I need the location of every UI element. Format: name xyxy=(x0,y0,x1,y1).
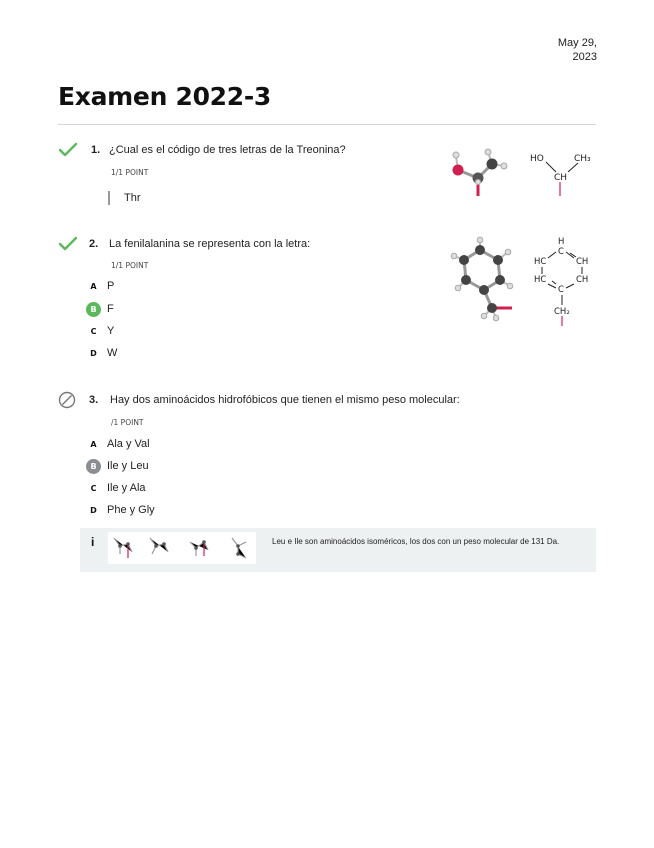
option-letter-badge: D xyxy=(86,503,101,518)
question-1-answer: Thr xyxy=(108,191,141,205)
c-bottom-label: C xyxy=(558,285,564,295)
question-2-points: 1/1 POINT xyxy=(111,261,149,270)
question-2-option-a[interactable] xyxy=(86,278,114,294)
question-1-points: 1/1 POINT xyxy=(111,168,149,177)
check-icon xyxy=(58,236,78,252)
question-1-text: ¿Cual es el código de tres letras de la Treonina? xyxy=(109,144,346,156)
option-label: Ile y Leu xyxy=(107,460,149,472)
ch-label: CH xyxy=(554,173,568,183)
question-2-text: La fenilalanina se representa con la letra: xyxy=(109,238,311,250)
threonine-ball-model-image xyxy=(444,146,518,202)
date xyxy=(537,36,597,64)
question-3-text: Hay dos aminoácidos hidrofóbicos que tienen el mismo peso molecular: xyxy=(110,394,460,406)
question-3-number: 3. xyxy=(89,394,99,406)
ch-lower-label: CH xyxy=(576,275,589,285)
c-top-label: C xyxy=(558,247,564,257)
threonine-structure-diagram xyxy=(526,148,596,198)
question-3-option-b[interactable] xyxy=(86,458,149,474)
divider xyxy=(58,124,596,125)
question-3-points: /1 POINT xyxy=(111,418,144,427)
option-letter-badge: B xyxy=(86,459,101,474)
question-2-number: 2. xyxy=(89,238,99,250)
option-letter-badge: C xyxy=(86,324,101,339)
feedback-box xyxy=(80,528,596,572)
check-icon xyxy=(58,142,78,158)
not-graded-icon xyxy=(58,391,76,409)
option-letter-badge: A xyxy=(86,279,101,294)
option-letter-badge: C xyxy=(86,481,101,496)
question-2-option-d[interactable] xyxy=(86,345,117,361)
option-label: F xyxy=(107,303,114,315)
option-label: Phe y Gly xyxy=(107,504,155,516)
ch3-label: CH₃ xyxy=(574,154,591,164)
question-2-option-b[interactable] xyxy=(86,301,114,317)
phenylalanine-structure-diagram xyxy=(528,234,594,330)
date-line-2: 2023 xyxy=(572,51,597,63)
question-3-option-d[interactable] xyxy=(86,502,155,518)
option-letter-badge: D xyxy=(86,346,101,361)
ch2-label: CH₂ xyxy=(554,307,570,317)
option-label: Ile y Ala xyxy=(107,482,146,494)
phenylalanine-ball-model-image xyxy=(450,236,518,324)
question-3-option-c[interactable] xyxy=(86,480,146,496)
option-label: W xyxy=(107,347,118,359)
molecules-thumbnail-image xyxy=(108,532,256,564)
question-2-option-c[interactable] xyxy=(86,323,114,339)
date-line-1: May 29, xyxy=(557,37,597,49)
question-1-number: 1. xyxy=(91,144,101,156)
feedback-text: Leu e Ile son aminoácidos isoméricos, los dos con un peso molecular de 131 Da. xyxy=(272,537,560,546)
h-label: H xyxy=(558,237,565,247)
option-letter-badge: A xyxy=(86,437,101,452)
info-icon: i xyxy=(91,535,95,549)
question-3-option-a[interactable] xyxy=(86,436,150,452)
option-letter-badge: B xyxy=(86,302,101,317)
option-label: P xyxy=(107,280,115,292)
hc-upper-label: HC xyxy=(534,257,547,267)
ho-label: HO xyxy=(530,154,544,164)
page-title: Examen 2022-3 xyxy=(58,82,272,111)
ch-upper-label: CH xyxy=(576,257,589,267)
hc-lower-label: HC xyxy=(534,275,547,285)
option-label: Y xyxy=(107,325,115,337)
option-label: Ala y Val xyxy=(107,438,150,450)
